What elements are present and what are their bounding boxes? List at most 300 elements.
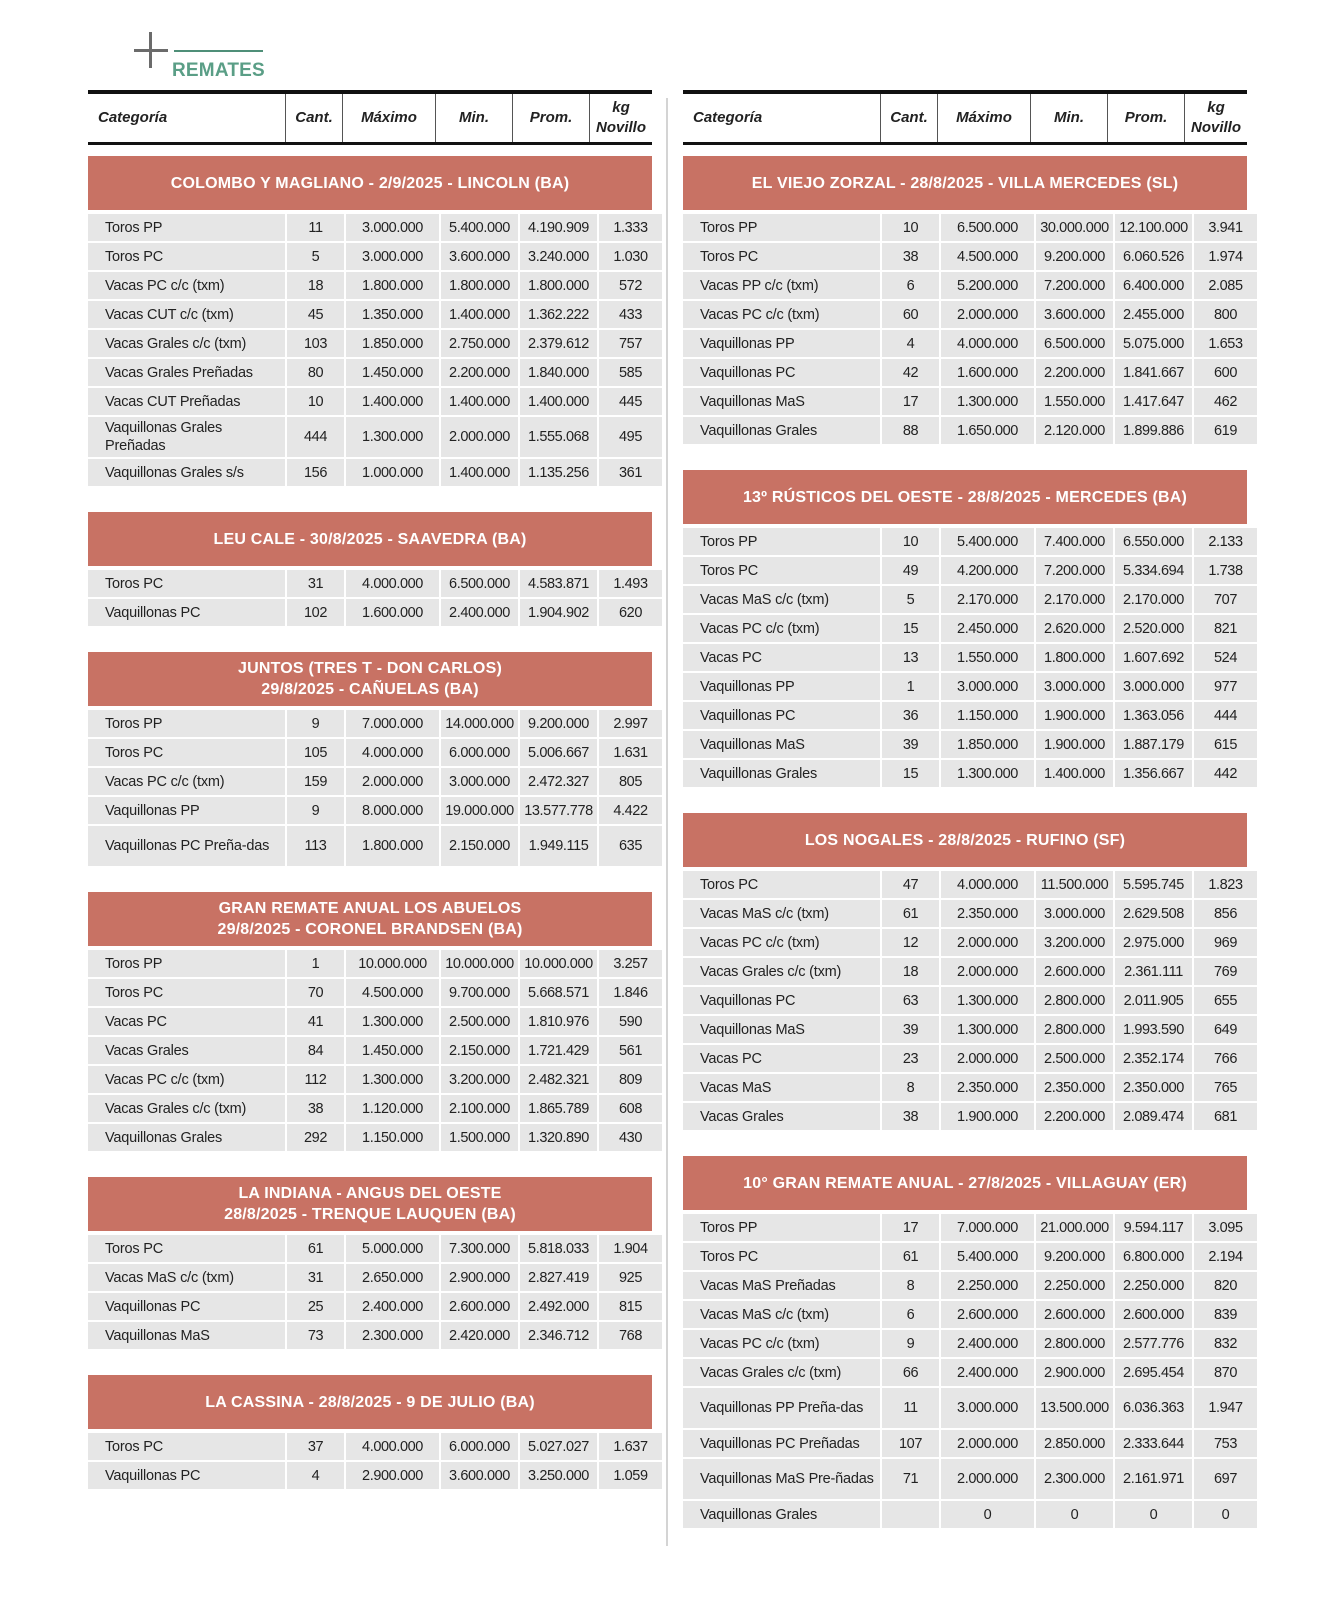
table-row bbox=[88, 330, 652, 357]
cell-prom: 5.075.000 bbox=[1115, 330, 1192, 357]
cell-maximo: 1.300.000 bbox=[346, 1066, 439, 1093]
cell-maximo: 1.450.000 bbox=[346, 1037, 439, 1064]
auction-title-line: GRAN REMATE ANUAL LOS ABUELOS bbox=[218, 900, 522, 917]
cell-categoria: Vacas MaS Preñadas bbox=[683, 1272, 880, 1299]
cell-cant: 17 bbox=[882, 1214, 939, 1241]
cell-maximo: 5.000.000 bbox=[346, 1235, 439, 1262]
cell-prom: 5.818.033 bbox=[520, 1235, 597, 1262]
auction-title-line: 29/8/2025 - CORONEL BRANDSEN (BA) bbox=[217, 921, 523, 938]
cell-maximo: 4.000.000 bbox=[346, 1433, 439, 1460]
brand-rule bbox=[174, 50, 263, 52]
cell-prom: 2.975.000 bbox=[1115, 929, 1192, 956]
cell-kg-novillo: 620 bbox=[599, 599, 662, 626]
cell-cant: 41 bbox=[287, 1008, 344, 1035]
table-row bbox=[683, 929, 1247, 956]
cell-min: 2.800.000 bbox=[1036, 1330, 1113, 1357]
cell-cant: 38 bbox=[287, 1095, 344, 1122]
cell-categoria: Toros PP bbox=[88, 214, 285, 241]
table-row bbox=[683, 702, 1247, 729]
cell-categoria: Toros PC bbox=[88, 1235, 285, 1262]
cell-prom: 1.993.590 bbox=[1115, 1016, 1192, 1043]
cell-prom: 2.352.174 bbox=[1115, 1045, 1192, 1072]
cell-prom: 2.333.644 bbox=[1115, 1430, 1192, 1457]
cell-cant: 4 bbox=[882, 330, 939, 357]
cell-min: 1.550.000 bbox=[1036, 388, 1113, 415]
cell-kg-novillo: 495 bbox=[599, 417, 662, 457]
auction-title-line: LA CASSINA - 28/8/2025 - 9 DE JULIO (BA) bbox=[205, 1393, 535, 1411]
cell-kg-novillo: 839 bbox=[1194, 1301, 1257, 1328]
cell-kg-novillo: 1.030 bbox=[599, 243, 662, 270]
cell-categoria: Vacas PC c/c (txm) bbox=[683, 301, 880, 328]
cell-maximo: 2.300.000 bbox=[346, 1322, 439, 1349]
cell-kg-novillo: 572 bbox=[599, 272, 662, 299]
cell-prom: 2.346.712 bbox=[520, 1322, 597, 1349]
cell-maximo: 3.000.000 bbox=[941, 1388, 1034, 1428]
cell-kg-novillo: 1.637 bbox=[599, 1433, 662, 1460]
cell-kg-novillo: 805 bbox=[599, 768, 662, 795]
cell-prom: 1.840.000 bbox=[520, 359, 597, 386]
cell-prom: 6.036.363 bbox=[1115, 1388, 1192, 1428]
cell-cant: 9 bbox=[287, 797, 344, 824]
table-row bbox=[683, 1214, 1247, 1241]
table-row bbox=[683, 417, 1247, 444]
table-row bbox=[88, 768, 652, 795]
auction-banner bbox=[683, 470, 1247, 524]
cell-prom: 2.827.419 bbox=[520, 1264, 597, 1291]
table-row bbox=[683, 1330, 1247, 1357]
table-row bbox=[683, 1359, 1247, 1386]
cell-categoria: Vaquillonas PC bbox=[683, 702, 880, 729]
cell-prom: 12.100.000 bbox=[1115, 214, 1192, 241]
cell-categoria: Vaquillonas Grales bbox=[683, 1501, 880, 1528]
table-row bbox=[683, 1016, 1247, 1043]
cell-prom: 13.577.778 bbox=[520, 797, 597, 824]
cell-kg-novillo: 430 bbox=[599, 1124, 662, 1151]
cell-prom: 3.000.000 bbox=[1115, 673, 1192, 700]
auction-banner bbox=[88, 652, 652, 706]
cell-min: 9.700.000 bbox=[441, 979, 518, 1006]
table-row bbox=[88, 599, 652, 626]
auction-title-line: EL VIEJO ZORZAL - 28/8/2025 - VILLA MERCEDES (SL) bbox=[751, 174, 1179, 192]
cell-kg-novillo: 707 bbox=[1194, 586, 1257, 613]
header-categoria: Categoría bbox=[98, 109, 168, 126]
cell-categoria: Vacas PC bbox=[88, 1008, 285, 1035]
cell-kg-novillo: 445 bbox=[599, 388, 662, 415]
cell-kg-novillo: 815 bbox=[599, 1293, 662, 1320]
cell-cant: 71 bbox=[882, 1459, 939, 1499]
cell-maximo: 1.850.000 bbox=[346, 330, 439, 357]
cell-prom: 9.200.000 bbox=[520, 710, 597, 737]
cell-min: 6.000.000 bbox=[441, 1433, 518, 1460]
table-header bbox=[88, 90, 652, 145]
auction-title-line: LOS NOGALES - 28/8/2025 - RUFINO (SF) bbox=[804, 831, 1126, 849]
cell-min: 6.000.000 bbox=[441, 739, 518, 766]
cell-cant: 61 bbox=[882, 1243, 939, 1270]
cell-categoria: Vaquillonas PC bbox=[683, 987, 880, 1014]
cell-cant: 107 bbox=[882, 1430, 939, 1457]
cell-kg-novillo: 681 bbox=[1194, 1103, 1257, 1130]
cell-min: 3.600.000 bbox=[441, 243, 518, 270]
cell-maximo: 4.000.000 bbox=[346, 570, 439, 597]
cell-categoria: Toros PP bbox=[88, 950, 285, 977]
auction-group bbox=[88, 512, 652, 626]
section-brand bbox=[134, 32, 274, 92]
cell-kg-novillo: 820 bbox=[1194, 1272, 1257, 1299]
cell-kg-novillo: 649 bbox=[1194, 1016, 1257, 1043]
cell-cant: 4 bbox=[287, 1462, 344, 1489]
cell-min: 2.600.000 bbox=[441, 1293, 518, 1320]
table-row bbox=[683, 528, 1247, 555]
cell-maximo: 5.200.000 bbox=[941, 272, 1034, 299]
cell-cant: 5 bbox=[882, 586, 939, 613]
cell-min: 30.000.000 bbox=[1036, 214, 1113, 241]
table-header bbox=[683, 90, 1247, 145]
cell-cant: 12 bbox=[882, 929, 939, 956]
cell-min: 2.100.000 bbox=[441, 1095, 518, 1122]
cell-categoria: Vacas CUT Preñadas bbox=[88, 388, 285, 415]
cell-prom: 1.362.222 bbox=[520, 301, 597, 328]
cell-maximo: 1.150.000 bbox=[346, 1124, 439, 1151]
table-row bbox=[683, 760, 1247, 787]
cell-maximo: 10.000.000 bbox=[346, 950, 439, 977]
cell-kg-novillo: 2.194 bbox=[1194, 1243, 1257, 1270]
cell-categoria: Vacas MaS bbox=[683, 1074, 880, 1101]
cell-categoria: Vaquillonas PP bbox=[683, 673, 880, 700]
auction-groups bbox=[683, 156, 1247, 1528]
cell-kg-novillo: 925 bbox=[599, 1264, 662, 1291]
cell-maximo: 2.000.000 bbox=[941, 958, 1034, 985]
auction-group bbox=[683, 470, 1247, 787]
header-prom: Prom. bbox=[512, 94, 589, 142]
cell-prom: 2.482.321 bbox=[520, 1066, 597, 1093]
cell-min: 1.400.000 bbox=[441, 301, 518, 328]
cell-kg-novillo: 821 bbox=[1194, 615, 1257, 642]
cell-prom: 6.400.000 bbox=[1115, 272, 1192, 299]
table-row bbox=[88, 797, 652, 824]
cell-min: 3.600.000 bbox=[1036, 301, 1113, 328]
cell-kg-novillo: 361 bbox=[599, 459, 662, 486]
auction-banner bbox=[88, 1375, 652, 1429]
cell-maximo: 1.300.000 bbox=[941, 987, 1034, 1014]
cell-maximo: 2.000.000 bbox=[941, 1459, 1034, 1499]
cell-cant: 84 bbox=[287, 1037, 344, 1064]
cell-categoria: Toros PC bbox=[683, 871, 880, 898]
cell-categoria: Vacas MaS c/c (txm) bbox=[88, 1264, 285, 1291]
cell-kg-novillo: 462 bbox=[1194, 388, 1257, 415]
header-categoria: Categoría bbox=[693, 109, 763, 126]
header-cant: Cant. bbox=[880, 94, 937, 142]
cell-prom: 4.583.871 bbox=[520, 570, 597, 597]
table-row bbox=[88, 459, 652, 486]
cell-maximo: 7.000.000 bbox=[346, 710, 439, 737]
cell-kg-novillo: 635 bbox=[599, 826, 662, 866]
cell-kg-novillo: 3.095 bbox=[1194, 1214, 1257, 1241]
cell-categoria: Toros PP bbox=[88, 710, 285, 737]
cell-categoria: Vaquillonas Grales bbox=[683, 417, 880, 444]
cell-kg-novillo: 757 bbox=[599, 330, 662, 357]
cell-min: 0 bbox=[1036, 1501, 1113, 1528]
cell-prom: 1.417.647 bbox=[1115, 388, 1192, 415]
cell-min: 2.900.000 bbox=[441, 1264, 518, 1291]
cell-prom: 1.904.902 bbox=[520, 599, 597, 626]
cell-min: 2.150.000 bbox=[441, 1037, 518, 1064]
cell-maximo: 2.000.000 bbox=[941, 1045, 1034, 1072]
cell-categoria: Toros PC bbox=[683, 1243, 880, 1270]
cell-cant: 6 bbox=[882, 1301, 939, 1328]
cell-categoria: Vaquillonas PC bbox=[683, 359, 880, 386]
auction-group bbox=[88, 156, 652, 486]
cell-min: 2.400.000 bbox=[441, 599, 518, 626]
cell-min: 3.200.000 bbox=[441, 1066, 518, 1093]
table-row bbox=[88, 1037, 652, 1064]
cell-min: 1.900.000 bbox=[1036, 731, 1113, 758]
cell-categoria: Vacas Grales Preñadas bbox=[88, 359, 285, 386]
cell-maximo: 1.600.000 bbox=[941, 359, 1034, 386]
auction-title-line: JUNTOS (TRES T - DON CARLOS) bbox=[238, 660, 502, 677]
table-row bbox=[683, 1388, 1247, 1428]
cell-cant: 39 bbox=[882, 1016, 939, 1043]
cell-cant bbox=[882, 1501, 939, 1528]
cell-cant: 39 bbox=[882, 731, 939, 758]
auction-banner bbox=[88, 1177, 652, 1231]
cell-min: 7.200.000 bbox=[1036, 272, 1113, 299]
header-maximo: Máximo bbox=[937, 94, 1030, 142]
cell-kg-novillo: 615 bbox=[1194, 731, 1257, 758]
cell-cant: 45 bbox=[287, 301, 344, 328]
cell-min: 3.000.000 bbox=[1036, 673, 1113, 700]
cell-maximo: 1.300.000 bbox=[941, 760, 1034, 787]
cell-maximo: 2.400.000 bbox=[941, 1359, 1034, 1386]
table-row bbox=[88, 826, 652, 866]
cell-min: 2.800.000 bbox=[1036, 987, 1113, 1014]
cell-maximo: 1.120.000 bbox=[346, 1095, 439, 1122]
cell-min: 13.500.000 bbox=[1036, 1388, 1113, 1428]
cell-categoria: Vacas PC c/c (txm) bbox=[683, 1330, 880, 1357]
cell-cant: 38 bbox=[882, 243, 939, 270]
cell-min: 2.300.000 bbox=[1036, 1459, 1113, 1499]
cell-kg-novillo: 3.257 bbox=[599, 950, 662, 977]
cell-maximo: 5.400.000 bbox=[941, 528, 1034, 555]
cell-cant: 18 bbox=[287, 272, 344, 299]
table-row bbox=[88, 417, 652, 457]
cell-cant: 73 bbox=[287, 1322, 344, 1349]
table-row bbox=[88, 388, 652, 415]
cell-min: 1.400.000 bbox=[441, 388, 518, 415]
cell-kg-novillo: 870 bbox=[1194, 1359, 1257, 1386]
cell-maximo: 4.000.000 bbox=[941, 871, 1034, 898]
cell-cant: 1 bbox=[287, 950, 344, 977]
cell-min: 2.120.000 bbox=[1036, 417, 1113, 444]
cell-prom: 1.887.179 bbox=[1115, 731, 1192, 758]
cell-kg-novillo: 1.738 bbox=[1194, 557, 1257, 584]
auction-title-line: LA INDIANA - ANGUS DEL OESTE bbox=[238, 1185, 502, 1202]
cell-cant: 444 bbox=[287, 417, 344, 457]
cell-min: 2.250.000 bbox=[1036, 1272, 1113, 1299]
cell-min: 14.000.000 bbox=[441, 710, 518, 737]
cell-min: 2.150.000 bbox=[441, 826, 518, 866]
cell-categoria: Vaquillonas PC Preñadas bbox=[683, 1430, 880, 1457]
cell-prom: 2.250.000 bbox=[1115, 1272, 1192, 1299]
cell-min: 2.170.000 bbox=[1036, 586, 1113, 613]
cell-categoria: Vacas PC c/c (txm) bbox=[88, 272, 285, 299]
cell-categoria: Vaquillonas MaS Pre-ñadas bbox=[683, 1459, 880, 1499]
cell-categoria: Toros PC bbox=[88, 1433, 285, 1460]
cell-maximo: 1.300.000 bbox=[346, 1008, 439, 1035]
auction-title-line: 13º RÚSTICOS DEL OESTE - 28/8/2025 - MERCEDES (BA) bbox=[742, 488, 1188, 506]
auction-group bbox=[683, 1156, 1247, 1528]
table-row bbox=[683, 1103, 1247, 1130]
cell-min: 11.500.000 bbox=[1036, 871, 1113, 898]
cell-categoria: Vacas PC c/c (txm) bbox=[683, 929, 880, 956]
table-row bbox=[683, 1301, 1247, 1328]
cell-min: 3.000.000 bbox=[1036, 900, 1113, 927]
cell-maximo: 2.350.000 bbox=[941, 1074, 1034, 1101]
cell-prom: 0 bbox=[1115, 1501, 1192, 1528]
cell-min: 2.200.000 bbox=[1036, 1103, 1113, 1130]
cell-maximo: 2.000.000 bbox=[941, 301, 1034, 328]
table-row bbox=[88, 1066, 652, 1093]
auction-groups bbox=[88, 156, 652, 1489]
auction-banner bbox=[88, 512, 652, 566]
section-title: REMATES bbox=[172, 60, 265, 81]
cell-kg-novillo: 524 bbox=[1194, 644, 1257, 671]
cell-min: 2.600.000 bbox=[1036, 1301, 1113, 1328]
cell-categoria: Toros PC bbox=[88, 979, 285, 1006]
cell-cant: 9 bbox=[287, 710, 344, 737]
cell-prom: 1.555.068 bbox=[520, 417, 597, 457]
cell-kg-novillo: 585 bbox=[599, 359, 662, 386]
table-row bbox=[88, 979, 652, 1006]
cell-maximo: 2.400.000 bbox=[346, 1293, 439, 1320]
cell-maximo: 4.000.000 bbox=[346, 739, 439, 766]
cell-kg-novillo: 608 bbox=[599, 1095, 662, 1122]
auction-group bbox=[88, 652, 652, 866]
cell-maximo: 1.650.000 bbox=[941, 417, 1034, 444]
cell-categoria: Vaquillonas PP bbox=[683, 330, 880, 357]
table-row bbox=[683, 1243, 1247, 1270]
cell-min: 3.000.000 bbox=[441, 768, 518, 795]
cell-cant: 66 bbox=[882, 1359, 939, 1386]
auction-group bbox=[88, 1375, 652, 1489]
cell-kg-novillo: 600 bbox=[1194, 359, 1257, 386]
cell-cant: 15 bbox=[882, 615, 939, 642]
cell-cant: 103 bbox=[287, 330, 344, 357]
cell-cant: 36 bbox=[882, 702, 939, 729]
cell-min: 10.000.000 bbox=[441, 950, 518, 977]
table-row bbox=[88, 570, 652, 597]
cell-prom: 2.600.000 bbox=[1115, 1301, 1192, 1328]
cell-min: 1.800.000 bbox=[441, 272, 518, 299]
cell-maximo: 2.900.000 bbox=[346, 1462, 439, 1489]
cell-cant: 38 bbox=[882, 1103, 939, 1130]
cell-categoria: Vaquillonas PP bbox=[88, 797, 285, 824]
cell-prom: 10.000.000 bbox=[520, 950, 597, 977]
table-row bbox=[683, 673, 1247, 700]
right-column bbox=[683, 90, 1247, 1530]
cell-kg-novillo: 433 bbox=[599, 301, 662, 328]
table-row bbox=[683, 1459, 1247, 1499]
cell-categoria: Vaquillonas MaS bbox=[88, 1322, 285, 1349]
cell-cant: 23 bbox=[882, 1045, 939, 1072]
cell-prom: 1.135.256 bbox=[520, 459, 597, 486]
cell-prom: 2.350.000 bbox=[1115, 1074, 1192, 1101]
cell-prom: 1.363.056 bbox=[1115, 702, 1192, 729]
cell-kg-novillo: 2.133 bbox=[1194, 528, 1257, 555]
table-row bbox=[683, 301, 1247, 328]
cell-cant: 8 bbox=[882, 1074, 939, 1101]
cell-kg-novillo: 800 bbox=[1194, 301, 1257, 328]
cell-prom: 2.455.000 bbox=[1115, 301, 1192, 328]
cell-maximo: 2.600.000 bbox=[941, 1301, 1034, 1328]
auction-title-line: 10° GRAN REMATE ANUAL - 27/8/2025 - VILLAGUAY (ER) bbox=[743, 1174, 1187, 1192]
cell-cant: 31 bbox=[287, 570, 344, 597]
cell-categoria: Toros PC bbox=[88, 570, 285, 597]
cell-prom: 2.492.000 bbox=[520, 1293, 597, 1320]
cell-maximo: 4.500.000 bbox=[346, 979, 439, 1006]
cell-categoria: Toros PC bbox=[88, 739, 285, 766]
cell-maximo: 4.200.000 bbox=[941, 557, 1034, 584]
table-row bbox=[683, 330, 1247, 357]
cell-categoria: Toros PP bbox=[683, 1214, 880, 1241]
cell-cant: 292 bbox=[287, 1124, 344, 1151]
cell-prom: 9.594.117 bbox=[1115, 1214, 1192, 1241]
cell-kg-novillo: 1.333 bbox=[599, 214, 662, 241]
cell-cant: 42 bbox=[882, 359, 939, 386]
header-prom: Prom. bbox=[1107, 94, 1184, 142]
header-kg-novillo: kg Novillo bbox=[1184, 94, 1247, 142]
cell-min: 7.400.000 bbox=[1036, 528, 1113, 555]
cell-kg-novillo: 655 bbox=[1194, 987, 1257, 1014]
cell-min: 1.400.000 bbox=[1036, 760, 1113, 787]
cell-cant: 5 bbox=[287, 243, 344, 270]
cell-categoria: Vacas MaS c/c (txm) bbox=[683, 1301, 880, 1328]
cell-prom: 2.629.508 bbox=[1115, 900, 1192, 927]
cell-categoria: Vaquillonas PC bbox=[88, 599, 285, 626]
cell-cant: 88 bbox=[882, 417, 939, 444]
cell-categoria: Vacas Grales c/c (txm) bbox=[683, 958, 880, 985]
cell-kg-novillo: 1.846 bbox=[599, 979, 662, 1006]
cell-categoria: Vaquillonas PC bbox=[88, 1462, 285, 1489]
cell-prom: 5.334.694 bbox=[1115, 557, 1192, 584]
cell-cant: 10 bbox=[287, 388, 344, 415]
table-row bbox=[683, 1045, 1247, 1072]
cell-kg-novillo: 1.904 bbox=[599, 1235, 662, 1262]
cell-prom: 3.250.000 bbox=[520, 1462, 597, 1489]
cell-categoria: Vacas Grales c/c (txm) bbox=[88, 330, 285, 357]
cell-prom: 1.800.000 bbox=[520, 272, 597, 299]
cell-maximo: 6.500.000 bbox=[941, 214, 1034, 241]
cell-min: 5.400.000 bbox=[441, 214, 518, 241]
cell-min: 6.500.000 bbox=[441, 570, 518, 597]
cell-cant: 102 bbox=[287, 599, 344, 626]
auction-group bbox=[683, 813, 1247, 1130]
cell-categoria: Vacas PC c/c (txm) bbox=[88, 1066, 285, 1093]
cell-cant: 9 bbox=[882, 1330, 939, 1357]
cell-categoria: Vacas PC bbox=[683, 644, 880, 671]
cell-cant: 49 bbox=[882, 557, 939, 584]
auction-title-line: LEU CALE - 30/8/2025 - SAAVEDRA (BA) bbox=[213, 530, 527, 548]
table-row bbox=[683, 388, 1247, 415]
cell-min: 19.000.000 bbox=[441, 797, 518, 824]
cell-kg-novillo: 969 bbox=[1194, 929, 1257, 956]
header-maximo: Máximo bbox=[342, 94, 435, 142]
cell-categoria: Vacas CUT c/c (txm) bbox=[88, 301, 285, 328]
table-row bbox=[88, 359, 652, 386]
cell-prom: 2.379.612 bbox=[520, 330, 597, 357]
cell-prom: 1.841.667 bbox=[1115, 359, 1192, 386]
table-row bbox=[88, 1124, 652, 1151]
cell-maximo: 4.000.000 bbox=[941, 330, 1034, 357]
